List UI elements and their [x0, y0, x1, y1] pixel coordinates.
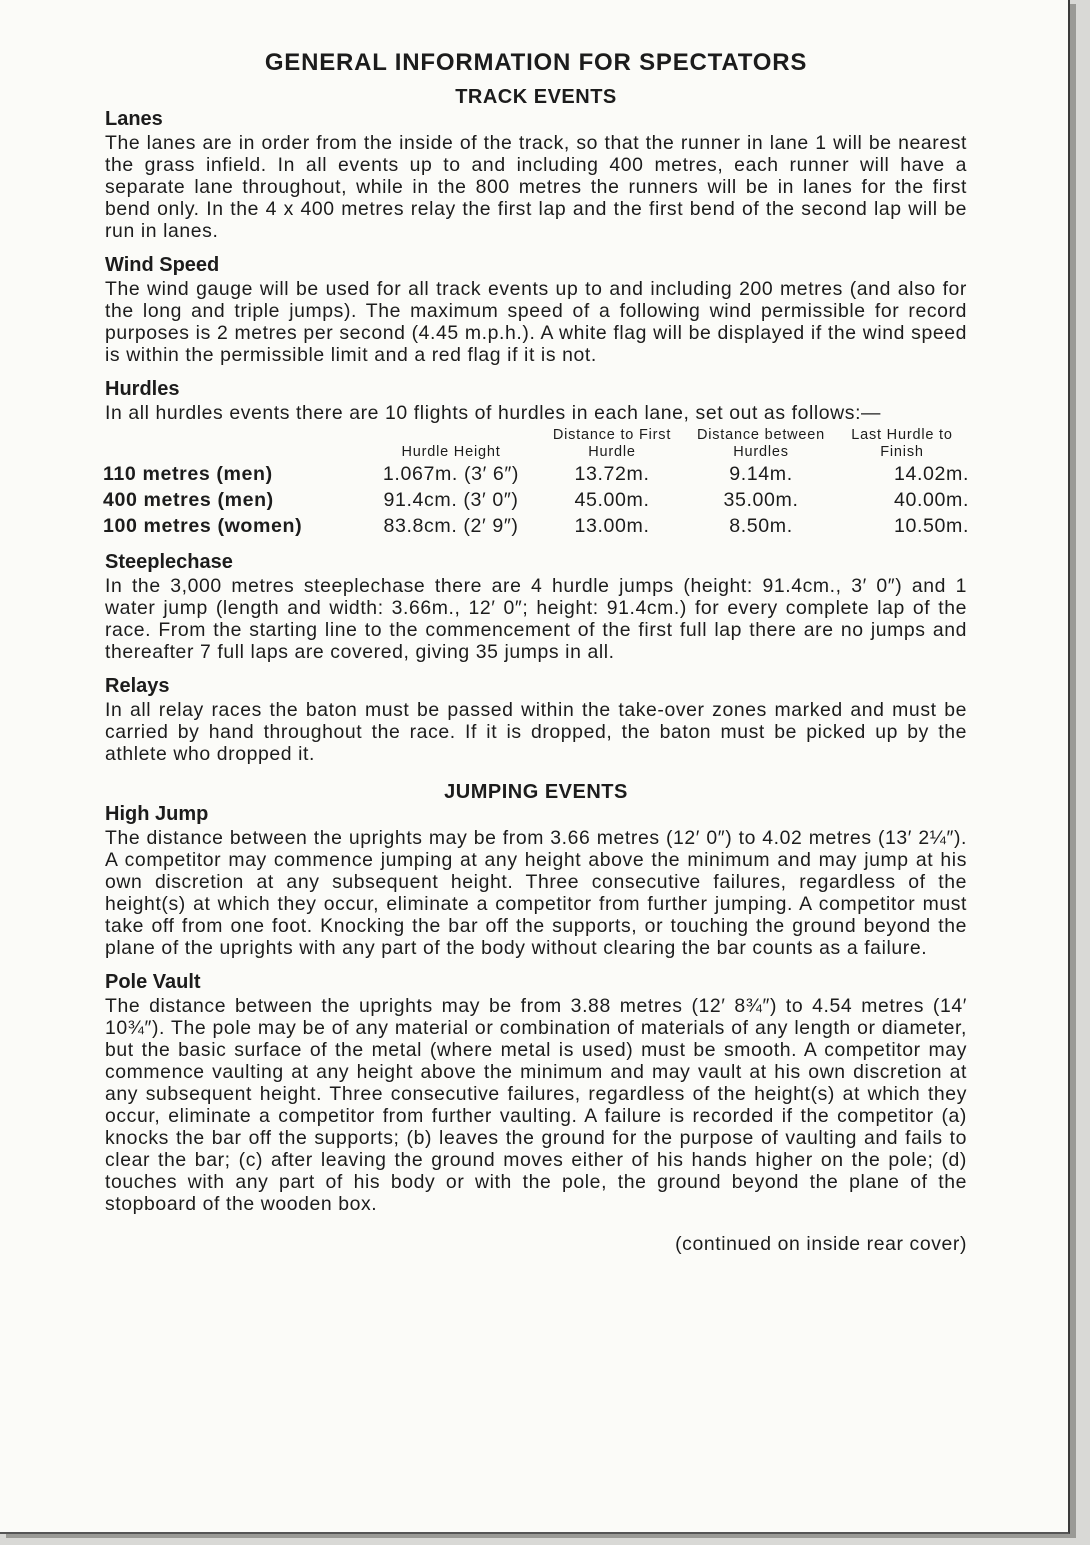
row-last: 14.02m.: [894, 463, 969, 485]
row-last: 10.50m.: [894, 515, 969, 537]
row-first: 45.00m.: [574, 489, 650, 511]
row-event: 100 metres (women): [103, 515, 303, 537]
row-last: 40.00m.: [894, 489, 969, 511]
row-first: 13.72m.: [574, 463, 650, 485]
high-jump-section: [105, 801, 967, 959]
steeplechase-text: In the 3,000 metres steeplechase there are 4 hurdle jumps (height: 91.4cm., 3′ 0″) and 1 water jump (length and width: 3.66m., 12′ 0″; height: 91.4cm.) for every complete lap of the race. From the starting line to the commencement of the first full lap there are no jumps and thereafter 7 full laps are covered, giving 35 jumps in all.: [105, 575, 967, 663]
steeplechase-section: [105, 549, 967, 663]
steeplechase-heading: Steeplechase: [105, 551, 233, 573]
high-jump-text: The distance between the uprights may be from 3.66 metres (12′ 0″) to 4.02 metres (13′ 2¼″). A competitor may commence jumping at any height above the minimum and may jump at his own discretion at any subsequent height. Three consecutive failures, regardless of the height(s) at which they occur, eliminate a competitor from further jumping. A competitor must take off from one foot. Knocking the bar off the supports, or touching the ground beyond the plane of the uprights with any part of the body without clearing the bar counts as a failure.: [105, 827, 967, 959]
row-height: 1.067m. (3′ 6″): [382, 463, 520, 485]
jumping-events-heading: JUMPING EVENTS: [444, 781, 628, 803]
page-content: [105, 46, 967, 1256]
pole-vault-text: The distance between the uprights may be from 3.88 metres (12′ 8¾″) to 4.54 metres (14′ 10¾″). The pole may be of any material or combination of materials of any length or diameter, but the basic surface of the metal (where metal is used) must be smooth. A competitor may commence vaulting at any height above the minimum and may vault at his own discretion at any subsequent height. Three consecutive failures, regardless of the height(s) at which they occur, eliminate a competitor from further vaulting. A failure is recorded if the competitor (a) knocks the bar off the supports; (b) leaves the ground for the purpose of vaulting and fails to clear the bar; (c) after leaving the ground moves either of his hands higher on the pole; (d) touches with any part of his body or with the pole, the ground beyond the plane of the stopboard of the wooden box.: [105, 995, 967, 1215]
continued-note: (continued on inside rear cover): [675, 1233, 967, 1255]
relays-section: [105, 673, 967, 765]
wind-heading: Wind Speed: [105, 254, 220, 276]
row-event: 110 metres (men): [103, 463, 273, 485]
table-header-event: [103, 427, 365, 461]
hurdles-section: [105, 376, 967, 539]
table-header-last: Last Hurdle to Finish: [851, 427, 953, 460]
row-height: 91.4cm. (3′ 0″): [383, 489, 519, 511]
lanes-text: The lanes are in order from the inside of the track, so that the runner in lane 1 will be nearest the grass infield. In all events up to and including 400 metres, each runner will have a separate lane throughout, while in the 800 metres the runners will be in lanes for the first bend only. In the 4 x 400 metres relay the first lap and the first bend of the second lap will be run in lanes.: [105, 132, 967, 242]
high-jump-heading: High Jump: [105, 803, 209, 825]
lanes-section: [105, 106, 967, 242]
table-row: [103, 487, 969, 513]
hurdles-heading: Hurdles: [105, 378, 180, 400]
hurdles-text: In all hurdles events there are 10 flights of hurdles in each lane, set out as follows:—: [105, 402, 882, 424]
table-header-height: Hurdle Height: [401, 444, 501, 460]
row-between: 8.50m.: [729, 515, 793, 537]
row-first: 13.00m.: [574, 515, 650, 537]
row-between: 9.14m.: [729, 463, 793, 485]
row-event: 400 metres (men): [103, 489, 274, 511]
page-title: GENERAL INFORMATION FOR SPECTATORS: [264, 49, 808, 76]
wind-section: [105, 252, 967, 366]
row-between: 35.00m.: [723, 489, 799, 511]
relays-text: In all relay races the baton must be passed within the take-over zones marked and must be carried by hand throughout the race. If it is dropped, the baton must be picked up by the athlete who dropped it.: [105, 699, 967, 765]
lanes-heading: Lanes: [105, 108, 163, 130]
track-events-heading: TRACK EVENTS: [455, 86, 617, 108]
pole-vault-section: [105, 969, 967, 1215]
hurdles-table-header: [103, 427, 969, 461]
wind-text: The wind gauge will be used for all track events up to and including 200 metres (and also for the long and triple jumps). The maximum speed of a following wind permissible for record purposes is 2 metres per second (4.45 m.p.h.). A white flag will be displayed if the wind speed is within the permissible limit and a red flag if it is not.: [105, 278, 967, 366]
table-header-between: Distance between Hurdles: [696, 427, 826, 460]
table-row: [103, 513, 969, 539]
table-row: [103, 461, 969, 487]
pole-vault-heading: Pole Vault: [105, 971, 201, 993]
hurdles-table: [103, 427, 969, 539]
table-header-first: Distance to First Hurdle: [552, 427, 672, 460]
row-height: 83.8cm. (2′ 9″): [383, 515, 519, 537]
relays-heading: Relays: [105, 675, 170, 697]
